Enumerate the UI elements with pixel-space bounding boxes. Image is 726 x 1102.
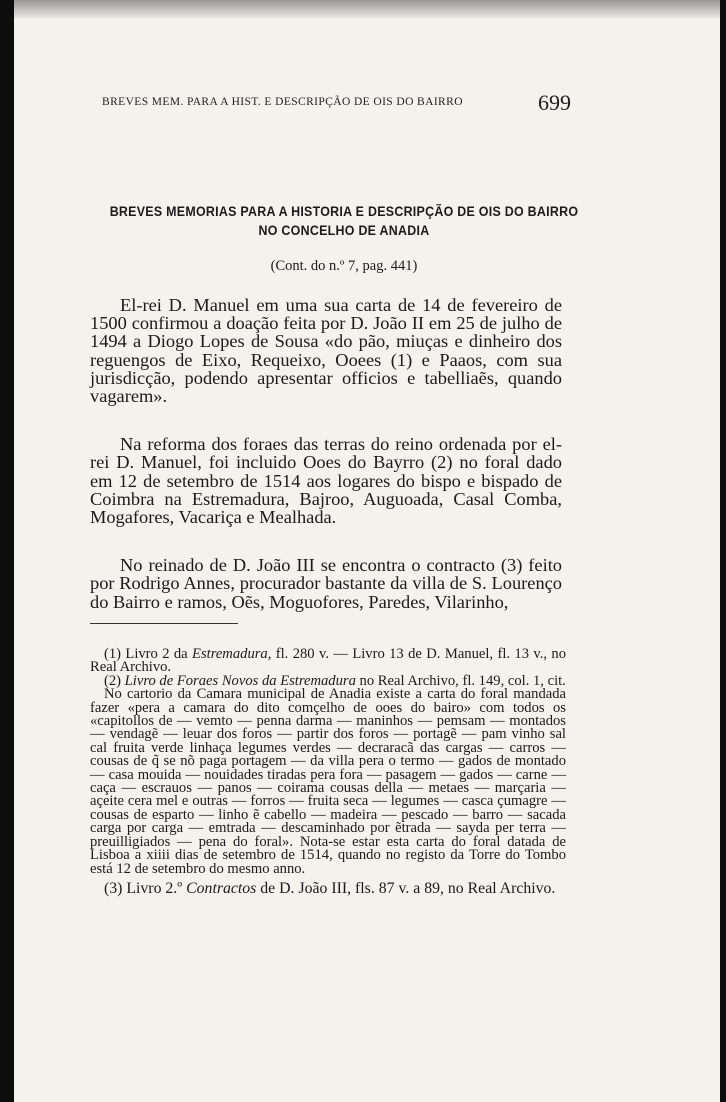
footnote-2: (2) Livro de Foraes Novos da Estremadura no Real Archivo, fl. 149, col. 1, cit. <box>104 672 566 689</box>
footnotes <box>90 648 566 897</box>
paragraph-3: No reinado de D. João III se encontra o contracto (3) feito por Rodrigo Annes, procurador bastante da villa de S. Lourenço do Bairro e ramos, Oẽs, Moguofores, Paredes, Vilarinho, <box>90 555 562 612</box>
footnote-1: (1) Livro 2 da Estremadura, fl. 280 v. — Livro 13 de D. Manuel, fl. 13 v., no Real Archivo. <box>90 646 566 676</box>
footnote-3: (3) Livro 2.º Contractos de D. João III, fls. 87 v. a 89, no Real Archivo. <box>104 879 556 897</box>
page-number: 699 <box>538 90 571 115</box>
book-page <box>14 0 720 1102</box>
footnote-2-paragraph: No cartorio da Camara municipal de Anadia existe a carta do foral mandada fazer «pera a camara do dito comçelho de ooes do bairo» com todos os «capitollos de — vemto — penna darma — maninhos — pemsam — montados — vendagẽ — leuar dos foros — partir dos foros — portagẽ — pam vinho sal cal fruita verde linhaça legumes verdes — decraracã das cargas — carros — cousas de q̃ se nõ paga portagem — da villa pera o termo — gados de montado — casa mouida — nouidades tiradas pera fora — pasagem — gados — carne — caça — escrauos — panos — coirama cousas della — metaes — marçaria — açeite cera mel e outras — forros — fruita seca — legumes — casca çumagre — cousas de esparto — linho ẽ cabello — madeira — pescado — barro — sacada carga por carga — emtrada — descaminhado por ẽtrada — sayda per terra — preuilligiados — pena do foral». Nota-se estar esta carta do foral datada de Lisboa a xiiii dias de setembro de 1514, quando no registo da Torre do Tombo está 12 de setembro do mesmo anno. <box>90 686 566 877</box>
main-text <box>90 296 562 641</box>
footnote-divider <box>90 623 238 624</box>
running-header: BREVES MEM. PARA A HIST. E DESCRIPÇÃO DE OIS DO BAIRRO <box>102 96 463 108</box>
title-line-1: BREVES MEMORIAS PARA A HISTORIA E DESCRIPÇÃO DE OIS DO BAIRRO <box>109 204 579 219</box>
article-title <box>105 202 583 240</box>
paragraph-2: Na reforma dos foraes das terras do reino ordenada por el-rei D. Manuel, foi incluido Ooes do Bayrro (2) no foral dado em 12 de setembro de 1514 aos logares do bispo e bispado de Coimbra na Estremadura, Bajroo, Auguoada, Casal Comba, Mogafores, Vacariça e Mealhada. <box>90 434 562 528</box>
continuation-note: (Cont. do n.º 7, pag. 441) <box>270 258 418 274</box>
title-line-2: NO CONCELHO DE ANADIA <box>258 223 430 238</box>
paragraph-1: El-rei D. Manuel em uma sua carta de 14 de fevereiro de 1500 confirmou a doação feita por D. João II em 25 de julho de 1494 a Diogo Lopes de Sousa «do pão, miuças e dinheiro dos reguengos de Eixo, Requeixo, Ooees (1) e Paaos, com sua jurisdicção, podendo apresentar officios e tabelliaẽs, quando vagarem». <box>90 295 562 407</box>
